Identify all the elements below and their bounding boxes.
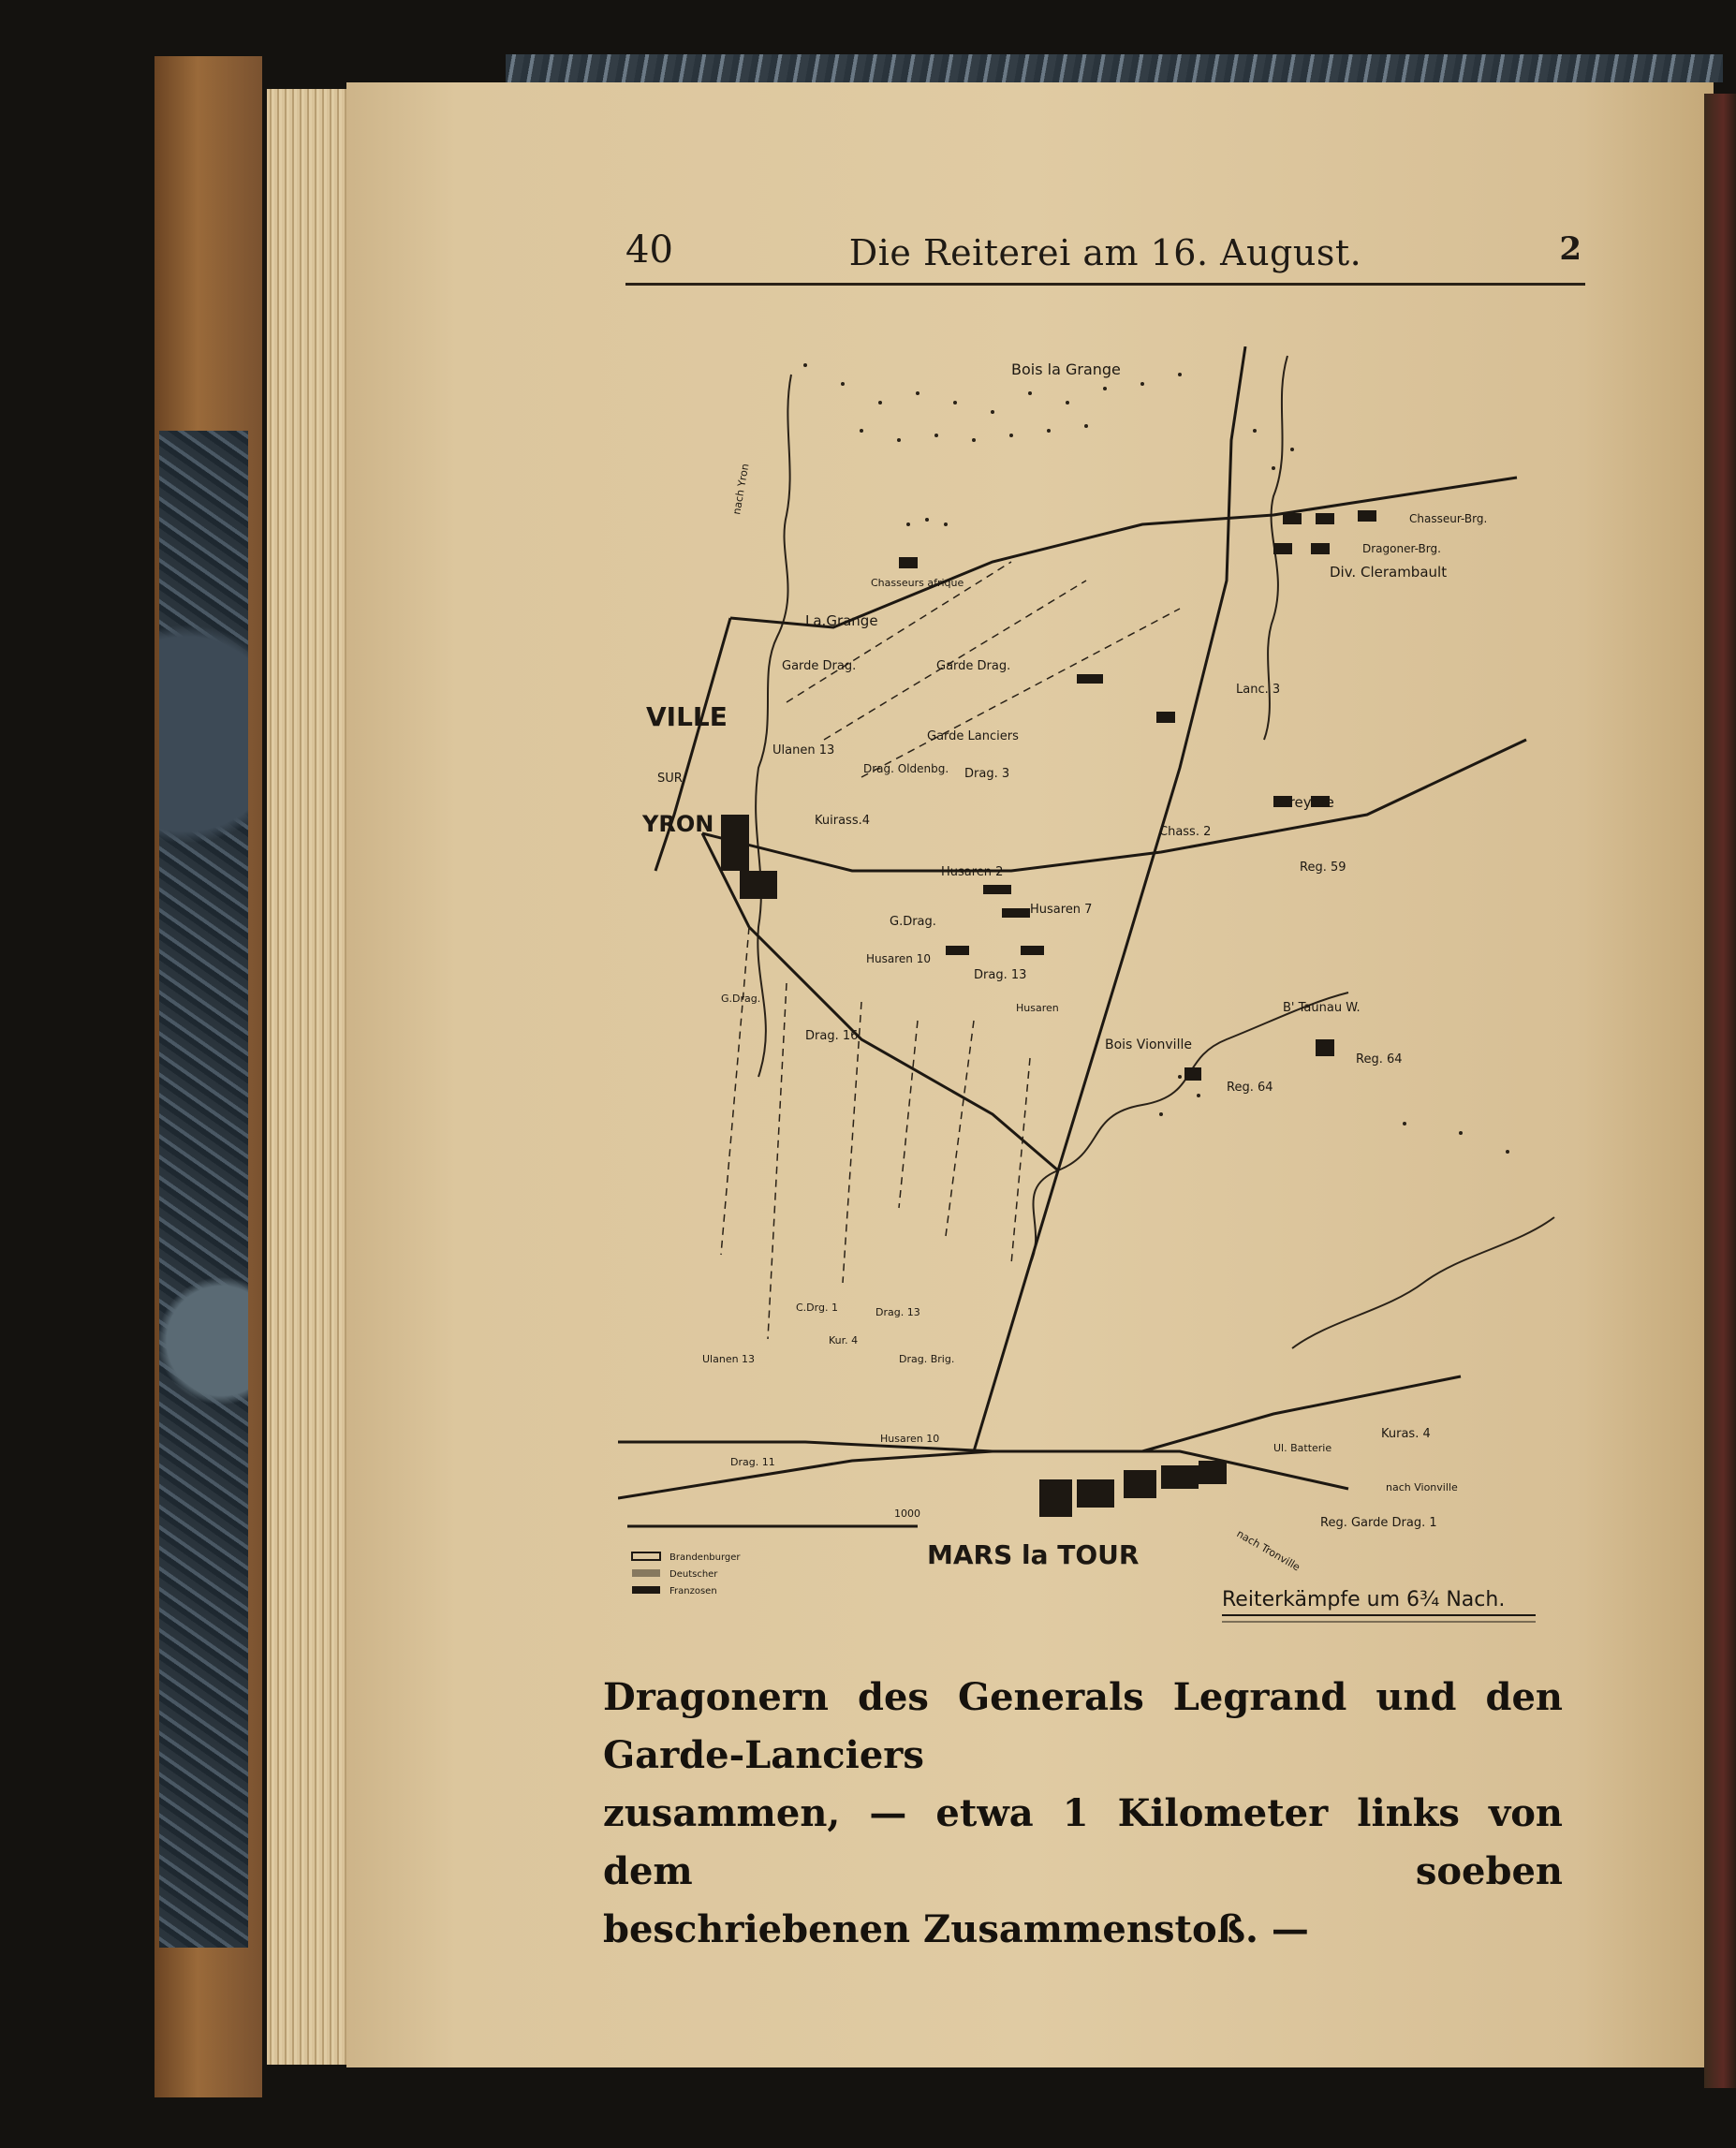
page-number: 40: [625, 228, 673, 272]
label-c-drg-1: C.Drg. 1: [796, 1302, 838, 1314]
label-mars-la-tour: MARS la TOUR: [927, 1539, 1140, 1570]
label-lanc-3: Lanc. 3: [1236, 683, 1281, 697]
label-yron: YRON: [642, 811, 714, 837]
map-caption: Reiterkämpfe um 6¾ Nach.: [1222, 1588, 1506, 1611]
label-reg-64-b: Reg. 64: [1227, 1081, 1273, 1095]
label-chasseurs-afrique: Chasseurs afrique: [871, 577, 964, 589]
label-reg-59: Reg. 59: [1300, 861, 1346, 875]
label-drag-16: Drag. 16: [805, 1029, 859, 1043]
label-greyere: Greyere: [1278, 794, 1334, 811]
page-edges: [267, 89, 356, 2065]
label-husaren-2: Husaren 2: [941, 865, 1004, 879]
label-sur: SUR: [657, 772, 683, 786]
body-paragraph: [603, 1669, 1563, 1959]
stream-southeast: [1292, 1217, 1554, 1348]
binding-gutter: [1704, 94, 1736, 2088]
label-drag-oldenburg: Drag. Oldenbg.: [863, 762, 949, 775]
label-nach-tronville: nach Tronville: [1234, 1527, 1302, 1574]
label-reg-64-a: Reg. 64: [1356, 1052, 1403, 1067]
label-garde-drag-top: Garde Drag.: [936, 659, 1011, 673]
label-g-drag-small: G.Drag.: [721, 993, 761, 1005]
battle-map: [618, 346, 1564, 1639]
label-div-clerambault: Div. Clerambault: [1330, 564, 1448, 581]
label-bois-vionville: Bois Vionville: [1105, 1037, 1192, 1052]
label-ulanen-13: Ulanen 13: [772, 743, 835, 758]
label-drag-brig: Drag. Brig.: [899, 1353, 955, 1365]
label-ville: VILLE: [646, 701, 728, 732]
scale-bar: [627, 1508, 920, 1526]
label-husaren-7: Husaren 7: [1030, 903, 1093, 917]
label-drag-3: Drag. 3: [964, 767, 1010, 781]
page-header: [625, 225, 1585, 286]
ville-block: [721, 815, 749, 871]
body-line-2: zusammen, — etwa 1 Kilometer links von dem soeben: [603, 1791, 1563, 1893]
label-dragoner-brig: Dragoner-Brg.: [1362, 542, 1441, 555]
label-drag-13: Drag. 13: [974, 968, 1027, 982]
label-garde-lanciers: Garde Lanciers: [927, 729, 1019, 743]
stream-yron: [756, 375, 791, 1077]
villages: [721, 815, 1227, 1517]
label-ulanen-13-b: Ulanen 13: [702, 1353, 756, 1365]
label-nach-vionville: nach Vionville: [1386, 1481, 1458, 1493]
marbled-cover: [159, 431, 248, 1948]
label-drag-13-b: Drag. 13: [875, 1306, 920, 1318]
map-legend: [632, 1552, 741, 1596]
scale-label: 1000: [894, 1508, 920, 1520]
label-kuras-4: Kuras. 4: [1381, 1427, 1431, 1441]
roads: [618, 346, 1526, 1498]
body-line-3: beschriebenen Zusammenstoß. —: [603, 1907, 1309, 1951]
label-reg-garde-drag-1: Reg. Garde Drag. 1: [1320, 1516, 1437, 1530]
road-north-south: [974, 346, 1245, 1451]
label-kuirass-4: Kuirass.4: [815, 814, 870, 828]
stream-south: [1030, 993, 1348, 1264]
label-ulan-batterie: Ul. Batterie: [1273, 1442, 1332, 1454]
road-ville-east: [702, 740, 1526, 871]
label-chass-2: Chass. 2: [1159, 825, 1212, 839]
body-line-1: Dragonern des Generals Legrand und den Garde-Lanciers: [603, 1675, 1563, 1777]
label-b-taunau-w: B' Taunau W.: [1283, 1001, 1361, 1015]
label-g-drag: G.Drag.: [890, 915, 936, 929]
header-mark: 2: [1559, 230, 1582, 268]
label-la-grange: La.Grange: [805, 612, 878, 629]
label-husaren-10: Husaren 10: [866, 952, 931, 965]
label-bois-la-grange: Bois la Grange: [1011, 360, 1121, 378]
legend-item-3: Franzosen: [669, 1586, 717, 1596]
label-chasseur-brig: Chasseur-Brg.: [1409, 512, 1488, 525]
legend-item-2: Deutscher: [669, 1569, 718, 1580]
label-garde-drag-left: Garde Drag.: [782, 659, 857, 673]
road-mars-tronville: [618, 1451, 993, 1498]
label-drag-11: Drag. 11: [730, 1456, 775, 1468]
running-title: Die Reiterei am 16. August.: [848, 232, 1362, 273]
mars-block: [1039, 1479, 1072, 1517]
marbled-cover-top: [506, 54, 1723, 82]
legend-item-1: Brandenburger: [669, 1552, 741, 1563]
label-husaren-small: Husaren: [1016, 1002, 1059, 1014]
label-kur-4: Kur. 4: [829, 1334, 859, 1346]
label-husaren-10-b: Husaren 10: [880, 1433, 940, 1445]
woods: [803, 363, 1509, 1154]
label-nach-yron: nach Yron: [730, 463, 752, 516]
